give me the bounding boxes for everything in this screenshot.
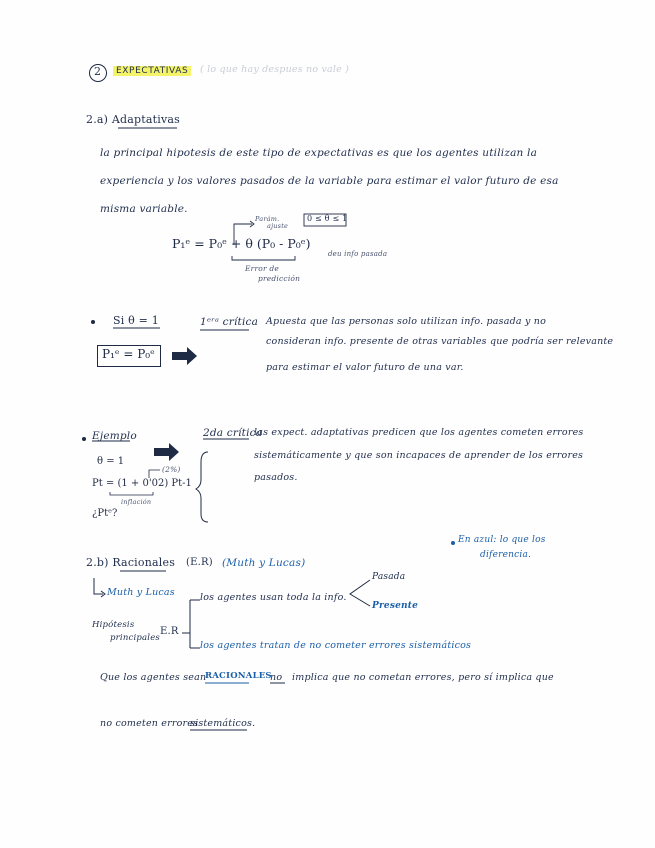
adaptativas-line-3: misma variable. — [100, 203, 188, 215]
er-label: E.R — [160, 626, 179, 637]
ejemplo-question: ¿Ptᵉ? — [92, 508, 118, 519]
branch-pasada: Pasada — [372, 572, 406, 582]
annot-ajuste: ajuste — [267, 222, 289, 230]
ejemplo-formula: Pt = (1 + 0'02) Pt-1 — [92, 478, 192, 489]
adaptive-formula: P₁ᵉ = P₀ᵉ + θ (P₀ - P₀ᵉ) — [172, 236, 311, 251]
critica1-line-2: consideran info. presente de otras variables que podría ser relevante — [266, 336, 614, 347]
critica2-label: 2da crítica — [203, 427, 263, 439]
bullet-dot — [82, 437, 86, 441]
ejemplo-inflacion: inflación — [121, 498, 152, 506]
critica1-line-1: Apuesta que las personas solo utilizan info. pasada y no — [266, 316, 546, 327]
critica1-result: P₁ᵉ = P₀ᵉ — [102, 347, 155, 361]
critica2-line-2: sistemáticamente y que son incapaces de aprender de los errores — [254, 450, 584, 461]
adaptativas-line-2: experiencia y los valores pasados de la variable para estimar el valor futuro de esa — [100, 175, 559, 187]
annot-error: Error de — [245, 264, 279, 273]
conclusion-2b: sistemáticos. — [190, 718, 256, 729]
section-title: EXPECTATIVAS — [113, 66, 191, 76]
theta-range: 0 ≤ θ ≤ 1 — [307, 214, 348, 223]
blue-note-line-1: En azul: lo que los — [458, 535, 546, 545]
racionales-heading: 2.b) Racionales — [86, 556, 176, 569]
blue-note-line-2: diferencia. — [480, 550, 532, 560]
branch-presente: Presente — [372, 601, 419, 611]
bullet-dot — [91, 320, 95, 324]
ejemplo-percent: (2%) — [162, 465, 181, 474]
ejemplo-theta: θ = 1 — [97, 456, 125, 467]
critica1-label: 1ᵉʳᵃ crítica — [200, 316, 259, 328]
annot-prediccion: predicción — [258, 274, 301, 283]
muth-lucas-label: Muth y Lucas — [107, 587, 175, 598]
conclusion-1d: implica que no cometan errores, pero sí implica que — [292, 672, 554, 683]
branch-2: los agentes tratan de no cometer errores sistemáticos — [200, 640, 472, 651]
critica1-line-3: para estimar el valor futuro de una var. — [266, 362, 464, 373]
faint-header-note: ( lo que hay despues no vale ) — [200, 64, 350, 75]
critica1-condition: Si θ = 1 — [113, 314, 159, 327]
bullet-dot-blue — [451, 541, 455, 545]
racionales-abbr: (E.R) — [186, 557, 213, 568]
critica2-line-3: pasados. — [254, 472, 298, 483]
conclusion-2a: no cometen errores — [100, 718, 199, 729]
adaptativas-line-1: la principal hipotesis de este tipo de expectativas es que los agentes utilizan la — [100, 147, 538, 159]
conclusion-1a: Que los agentes sean — [100, 672, 207, 683]
annot-param: Parám. — [255, 215, 280, 223]
critica2-line-1: las expect. adaptativas predicen que los agentes cometen errores — [254, 427, 584, 438]
conclusion-1c: no — [270, 672, 283, 683]
racionales-authors: (Muth y Lucas) — [222, 557, 306, 569]
ejemplo-label: Ejemplo — [92, 430, 137, 442]
conclusion-1b: RACIONALES — [205, 671, 272, 681]
adaptativas-heading: 2.a) Adaptativas — [86, 113, 180, 126]
section-number: 2 — [94, 65, 102, 78]
hipotesis-label-1: Hipótesis — [92, 620, 135, 630]
formula-side-note: deu info pasada — [328, 250, 388, 258]
branch-1: los agentes usan toda la info. — [200, 592, 347, 603]
hipotesis-label-2: principales — [110, 633, 160, 643]
